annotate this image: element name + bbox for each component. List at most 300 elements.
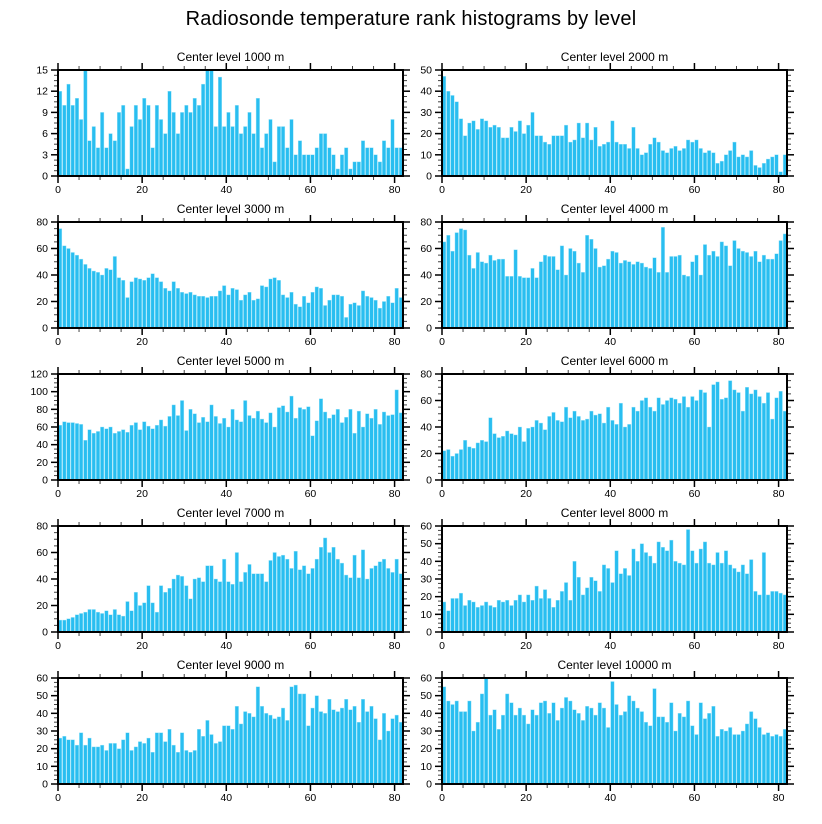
histogram-bar: [695, 255, 699, 328]
histogram-bar: [96, 272, 100, 328]
histogram-bar: [260, 706, 264, 784]
histogram-bar: [302, 296, 306, 328]
histogram-bar: [627, 148, 631, 176]
histogram-bar: [159, 420, 163, 480]
histogram-bar: [336, 559, 340, 632]
svg-text:0: 0: [426, 322, 432, 335]
svg-text:Center level 7000 m: Center level 7000 m: [176, 506, 285, 520]
histogram-bar: [674, 256, 678, 328]
histogram-bar: [611, 682, 615, 784]
histogram-bar: [459, 119, 463, 176]
histogram-bar: [691, 551, 695, 632]
histogram-bar: [361, 141, 365, 176]
histogram-bar: [248, 713, 252, 784]
histogram-bar: [138, 742, 142, 784]
svg-text:0: 0: [439, 640, 445, 652]
histogram-bar: [294, 685, 298, 784]
histogram-bar: [510, 606, 514, 633]
svg-text:80: 80: [388, 640, 401, 652]
histogram-bar: [585, 123, 589, 176]
histogram-bar: [227, 427, 231, 480]
histogram-bar: [695, 401, 699, 481]
histogram-bar: [340, 155, 344, 176]
histogram-bar: [109, 427, 113, 480]
histogram-bar: [737, 157, 741, 176]
svg-text:80: 80: [772, 336, 785, 348]
histogram-bar: [143, 98, 147, 176]
histogram-bar: [243, 572, 247, 632]
svg-text:20: 20: [136, 184, 148, 196]
histogram-bar: [63, 620, 67, 632]
histogram-bar: [365, 148, 369, 176]
histogram-bar: [686, 407, 690, 480]
histogram-bar: [484, 442, 488, 480]
histogram-bar: [451, 456, 455, 480]
histogram-bar: [510, 276, 514, 328]
histogram-bar: [749, 560, 753, 632]
histogram-bar: [724, 551, 728, 632]
histogram-bar: [720, 399, 724, 480]
histogram-bar: [707, 151, 711, 176]
histogram-bar: [176, 288, 180, 328]
histogram-bar: [374, 409, 378, 480]
svg-text:80: 80: [420, 216, 432, 229]
histogram-bar: [235, 290, 239, 328]
histogram-bar: [227, 582, 231, 632]
histogram-bar: [539, 598, 543, 632]
histogram-bar: [185, 431, 189, 480]
histogram-bar: [138, 279, 142, 328]
histogram-bar: [463, 230, 467, 328]
histogram-bar: [674, 146, 678, 176]
histogram-bar: [172, 579, 176, 632]
histogram-bar: [518, 595, 522, 632]
svg-text:0: 0: [55, 488, 61, 500]
histogram-bar: [720, 242, 724, 328]
histogram-bar: [155, 733, 159, 784]
histogram-bar: [581, 138, 585, 176]
histogram-bar: [84, 745, 88, 784]
histogram-bar: [269, 715, 273, 784]
histogram-bar: [493, 260, 497, 328]
histogram-bar: [451, 251, 455, 328]
histogram-bar: [573, 561, 577, 632]
histogram-bar: [602, 708, 606, 784]
histogram-bar: [615, 424, 619, 480]
histogram-bar: [505, 694, 509, 784]
histogram-bar: [577, 416, 581, 480]
histogram-bar: [307, 155, 311, 176]
svg-text:40: 40: [220, 184, 233, 196]
histogram-bar: [269, 413, 273, 480]
histogram-bar: [100, 613, 104, 632]
svg-text:20: 20: [520, 336, 532, 348]
svg-text:50: 50: [420, 690, 432, 703]
histogram-bar: [235, 553, 239, 633]
histogram-bar: [615, 551, 619, 632]
histogram-bar: [447, 701, 451, 784]
histogram-bar: [340, 563, 344, 632]
histogram-bar: [210, 405, 214, 480]
svg-text:30: 30: [420, 573, 432, 586]
histogram-bar: [265, 287, 269, 328]
svg-text:20: 20: [36, 743, 48, 756]
histogram-bar: [231, 288, 235, 328]
histogram-bar: [649, 268, 653, 328]
histogram-bar: [779, 736, 783, 784]
histogram-bar: [307, 407, 311, 480]
svg-text:60: 60: [36, 672, 48, 685]
histogram-bar: [252, 300, 256, 328]
histogram-bar: [560, 422, 564, 480]
svg-text:Center level 10000 m: Center level 10000 m: [557, 658, 672, 672]
histogram-bar: [365, 579, 369, 632]
histogram-bar: [758, 595, 762, 632]
histogram-bar: [370, 298, 374, 328]
histogram-bar: [121, 430, 125, 480]
histogram-bar: [728, 151, 732, 176]
histogram-bar: [489, 715, 493, 784]
svg-text:60: 60: [420, 395, 432, 407]
histogram-bar: [353, 555, 357, 632]
svg-text:60: 60: [304, 792, 317, 804]
histogram-bar: [590, 411, 594, 480]
histogram-bar: [67, 740, 71, 784]
histogram-bar: [92, 609, 96, 632]
histogram-bar: [151, 603, 155, 632]
histogram-bar: [472, 731, 476, 784]
histogram-bar: [716, 553, 720, 633]
histogram-bar: [497, 438, 501, 480]
histogram-bar: [185, 105, 189, 176]
svg-text:0: 0: [55, 336, 61, 348]
svg-text:10: 10: [420, 608, 432, 621]
histogram-bar: [707, 563, 711, 632]
histogram-bar: [623, 427, 627, 480]
svg-text:20: 20: [420, 296, 432, 308]
histogram-bar: [653, 258, 657, 328]
histogram-bar: [265, 134, 269, 176]
histogram-bar: [323, 305, 327, 328]
histogram-bar: [332, 415, 336, 480]
histogram-bar: [79, 613, 83, 632]
histogram-bar: [370, 418, 374, 480]
histogram-bar: [210, 296, 214, 328]
histogram-bar: [265, 582, 269, 632]
histogram-bar: [455, 701, 459, 784]
histogram-bar: [560, 246, 564, 328]
histogram-bar: [670, 703, 674, 784]
histogram-bar: [164, 288, 168, 328]
histogram-bar: [501, 259, 505, 328]
histogram-bar: [201, 84, 205, 176]
histogram-bar: [332, 295, 336, 328]
histogram-bar: [514, 715, 518, 784]
histogram-bar: [252, 418, 256, 480]
svg-text:20: 20: [520, 792, 532, 804]
histogram-bar: [361, 291, 365, 328]
histogram-bar: [155, 425, 159, 480]
histogram-bar: [214, 416, 218, 480]
histogram-bar: [260, 574, 264, 632]
histogram-bar: [201, 417, 205, 480]
histogram-bar: [256, 574, 260, 632]
histogram-bar: [218, 423, 222, 480]
histogram-bar: [357, 411, 361, 480]
histogram-bar: [691, 397, 695, 480]
histogram-bar: [243, 127, 247, 176]
histogram-bar: [468, 447, 472, 480]
histogram-bar: [724, 246, 728, 328]
histogram-bar: [328, 418, 332, 480]
histogram-bar: [63, 736, 67, 784]
histogram-bar: [606, 568, 610, 632]
histogram-bar: [606, 407, 610, 480]
histogram-bar: [560, 136, 564, 176]
histogram-bar: [632, 407, 636, 480]
svg-text:60: 60: [36, 547, 48, 559]
histogram-bar: [235, 105, 239, 176]
histogram-bar: [71, 105, 75, 176]
histogram-bar: [691, 142, 695, 176]
histogram-bar: [256, 411, 260, 480]
histogram-bar: [206, 422, 210, 480]
histogram-bar: [703, 719, 707, 784]
histogram-bar: [619, 403, 623, 480]
histogram-bar: [501, 436, 505, 480]
svg-text:40: 40: [220, 336, 233, 348]
histogram-bar: [585, 588, 589, 632]
histogram-bar: [172, 112, 176, 176]
svg-text:10: 10: [36, 760, 48, 773]
histogram-bar: [197, 729, 201, 784]
svg-text:30: 30: [420, 106, 432, 119]
histogram-bar: [332, 710, 336, 784]
histogram-bar: [147, 426, 151, 480]
histogram-bar: [754, 390, 758, 480]
histogram-bar: [745, 574, 749, 632]
histogram-bar: [762, 403, 766, 480]
svg-text:60: 60: [688, 792, 701, 804]
histogram-bar: [762, 553, 766, 633]
histogram-bar: [505, 600, 509, 632]
histogram-bar: [699, 703, 703, 784]
histogram-bar: [606, 727, 610, 784]
svg-text:80: 80: [772, 792, 785, 804]
histogram-bar: [472, 448, 476, 480]
histogram-bar: [594, 415, 598, 480]
histogram-bar: [573, 251, 577, 328]
histogram-bar: [636, 262, 640, 328]
histogram-bar: [682, 397, 686, 480]
histogram-bar: [497, 259, 501, 328]
histogram-bar: [159, 586, 163, 632]
histogram-bar: [501, 715, 505, 784]
histogram-bar: [463, 440, 467, 480]
histogram-bar: [176, 134, 180, 176]
histogram-bar: [661, 227, 665, 328]
histogram-bar: [695, 735, 699, 784]
histogram-bar: [134, 105, 138, 176]
histogram-bar: [260, 419, 264, 480]
histogram-bar: [134, 423, 138, 480]
histogram-bar: [539, 423, 543, 480]
histogram-bar: [349, 578, 353, 632]
svg-text:40: 40: [36, 269, 48, 282]
svg-text:50: 50: [36, 690, 48, 703]
histogram-bar: [100, 745, 104, 784]
svg-text:20: 20: [36, 456, 48, 469]
histogram-bar: [699, 390, 703, 480]
histogram-bar: [71, 423, 75, 480]
histogram-bar: [92, 271, 96, 328]
histogram-bar: [531, 112, 535, 176]
svg-text:80: 80: [388, 336, 401, 348]
histogram-bar: [260, 286, 264, 328]
histogram-bar: [484, 263, 488, 328]
histogram-bar: [277, 280, 281, 328]
histogram-bar: [290, 568, 294, 632]
histogram-bar: [206, 298, 210, 328]
histogram-bar: [493, 125, 497, 176]
histogram-bar: [328, 148, 332, 176]
histogram-svg: [384, 500, 822, 652]
histogram-bar: [590, 708, 594, 784]
histogram-bar: [640, 401, 644, 481]
histogram-bar: [67, 423, 71, 480]
histogram-bar: [564, 125, 568, 176]
svg-text:3: 3: [42, 149, 48, 162]
histogram-bar: [585, 706, 589, 784]
histogram-bar: [771, 157, 775, 176]
histogram-bar: [63, 246, 67, 328]
histogram-bar: [480, 440, 484, 480]
histogram-bar: [92, 433, 96, 480]
histogram-bar: [480, 119, 484, 176]
histogram-bar: [286, 412, 290, 480]
histogram-bar: [691, 726, 695, 784]
histogram-bar: [749, 256, 753, 328]
svg-text:40: 40: [36, 439, 48, 452]
svg-text:80: 80: [388, 184, 401, 196]
histogram-bar: [644, 267, 648, 328]
histogram-bar: [674, 561, 678, 632]
histogram-bar: [598, 591, 602, 632]
histogram-bar: [273, 278, 277, 328]
histogram-bar: [598, 146, 602, 176]
histogram-bar: [105, 268, 109, 328]
histogram-bar: [340, 423, 344, 480]
svg-text:20: 20: [520, 488, 532, 500]
histogram-bar: [168, 91, 172, 176]
histogram-bar: [552, 256, 556, 328]
histogram-bar: [286, 148, 290, 176]
histogram-bar: [707, 255, 711, 328]
svg-text:40: 40: [604, 792, 617, 804]
histogram-bar: [695, 140, 699, 176]
histogram-bar: [96, 148, 100, 176]
histogram-bar: [640, 712, 644, 784]
histogram-bar: [92, 747, 96, 784]
histogram-bar: [686, 140, 690, 176]
histogram-bar: [315, 421, 319, 480]
histogram-bar: [315, 148, 319, 176]
histogram-bar: [514, 131, 518, 176]
subplot-center-level-4000-m: [384, 196, 822, 348]
svg-text:20: 20: [136, 488, 148, 500]
histogram-bar: [332, 547, 336, 632]
histogram-bar: [771, 736, 775, 784]
histogram-bar: [661, 717, 665, 784]
histogram-bar: [370, 148, 374, 176]
svg-text:10: 10: [420, 149, 432, 162]
histogram-bar: [779, 593, 783, 632]
svg-text:40: 40: [420, 555, 432, 568]
histogram-bar: [155, 278, 159, 328]
histogram-bar: [556, 420, 560, 480]
histogram-bar: [737, 393, 741, 480]
histogram-bar: [256, 299, 260, 328]
histogram-bar: [315, 287, 319, 328]
histogram-bar: [151, 148, 155, 176]
histogram-bar: [619, 263, 623, 328]
histogram-bar: [560, 591, 564, 632]
histogram-bar: [451, 705, 455, 785]
histogram-bar: [564, 583, 568, 632]
histogram-bar: [311, 708, 315, 784]
histogram-bar: [281, 406, 285, 480]
histogram-bar: [88, 430, 92, 480]
svg-text:80: 80: [388, 488, 401, 500]
histogram-bar: [484, 678, 488, 784]
histogram-bar: [632, 127, 636, 176]
svg-text:20: 20: [520, 640, 532, 652]
histogram-bar: [451, 95, 455, 176]
histogram-bar: [716, 256, 720, 328]
histogram-bar: [459, 712, 463, 784]
histogram-bar: [548, 598, 552, 632]
histogram-bar: [627, 696, 631, 784]
histogram-bar: [315, 696, 319, 784]
histogram-bar: [720, 729, 724, 784]
histogram-bar: [168, 729, 172, 784]
histogram-bar: [227, 112, 231, 176]
histogram-bar: [602, 423, 606, 480]
histogram-bar: [88, 268, 92, 328]
histogram-bar: [661, 151, 665, 176]
histogram-bar: [239, 582, 243, 632]
histogram-bar: [489, 255, 493, 328]
histogram-bar: [248, 564, 252, 632]
histogram-bar: [75, 423, 79, 480]
histogram-bar: [172, 745, 176, 784]
svg-text:60: 60: [304, 184, 317, 196]
histogram-bar: [548, 416, 552, 480]
histogram-bar: [712, 706, 716, 784]
histogram-bar: [109, 270, 113, 328]
histogram-bar: [231, 584, 235, 632]
histogram-bar: [100, 112, 104, 176]
histogram-bar: [96, 747, 100, 784]
histogram-bar: [336, 712, 340, 784]
histogram-bar: [286, 298, 290, 328]
histogram-bar: [248, 112, 252, 176]
histogram-bar: [489, 606, 493, 633]
histogram-bar: [447, 450, 451, 480]
histogram-bar: [121, 616, 125, 632]
histogram-bar: [724, 731, 728, 784]
histogram-bar: [682, 717, 686, 784]
